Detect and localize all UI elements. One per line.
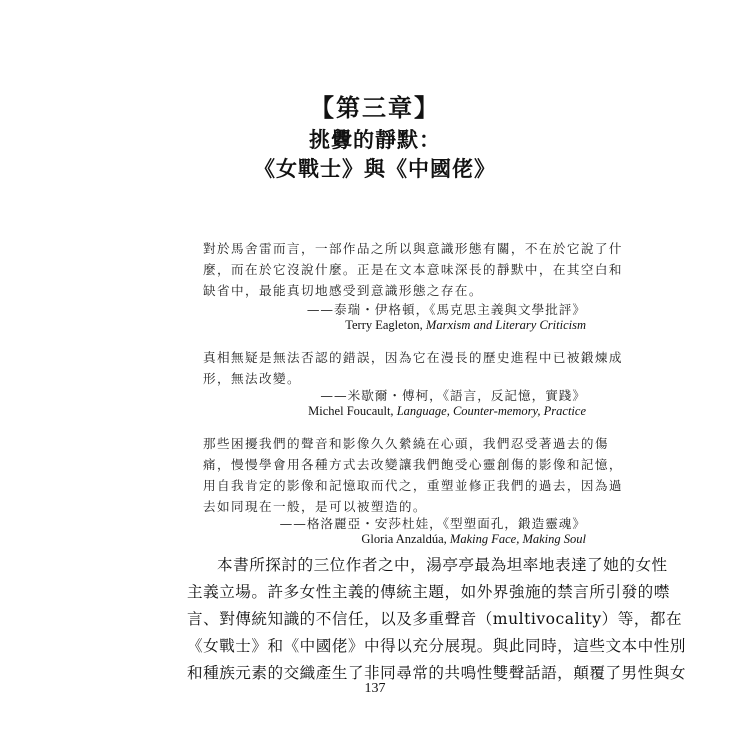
- body-line: 主義立場。許多女性主義的傳統主題，如外界強施的禁言所引發的噤: [187, 583, 670, 601]
- epigraph-2: [203, 347, 623, 389]
- epigraph-line: 去如同現在一般，是可以被塑造的。: [203, 499, 427, 514]
- epigraph-3-source: [166, 532, 586, 547]
- body-line: 本書所探討的三位作者之中，湯亭亭最為坦率地表達了她的女性: [217, 556, 668, 574]
- epigraph-2-attribution: ——米歇爾・傅柯，《語言，反記憶，實踐》: [320, 388, 586, 403]
- source-author: Gloria Anzaldúa,: [361, 532, 450, 546]
- source-author: Michel Foucault,: [308, 404, 397, 418]
- page-number: 137: [364, 681, 386, 696]
- body-line: 言、對傳統知識的不信任，以及多重聲音（multivocality）等，都在: [187, 610, 683, 628]
- epigraph-2-source: [166, 404, 586, 419]
- source-author: Terry Eagleton,: [345, 318, 426, 332]
- epigraph-line: 對於馬舍雷而言，一部作品之所以與意識形態有關，不在於它說了什: [203, 241, 623, 256]
- epigraph-line: 真相無疑是無法否認的錯誤，因為它在漫長的歷史進程中已被鍛煉成: [203, 350, 623, 365]
- chapter-title-line-1: 挑釁的靜默：: [309, 127, 441, 152]
- chapter-title-line-2: 《女戰士》與《中國佬》: [254, 156, 496, 181]
- chapter-label: 【第三章】: [310, 93, 440, 122]
- epigraph-line: 形，無法改變。: [203, 371, 301, 386]
- source-work: Language, Counter-memory, Practice: [396, 404, 586, 418]
- source-work: Marxism and Literary Criticism: [425, 318, 586, 332]
- body-line: 和種族元素的交織產生了非同尋常的共鳴性雙聲話語，顛覆了男性與女: [187, 664, 686, 682]
- body-paragraph: [187, 552, 686, 687]
- source-work: Making Face, Making Soul: [449, 532, 586, 546]
- epigraph-3: [203, 433, 623, 517]
- epigraph-1: [203, 238, 623, 301]
- epigraph-line: 缺省中，最能真切地感受到意識形態之存在。: [203, 283, 483, 298]
- body-line: 《女戰士》和《中國佬》中得以充分展現。與此同時，這些文本中性別: [187, 637, 686, 655]
- epigraph-line: 痛，慢慢學會用各種方式去改變讓我們飽受心靈創傷的影像和記憶，: [203, 457, 623, 472]
- epigraph-1-source: [166, 318, 586, 333]
- epigraph-line: 用自我肯定的影像和記憶取而代之，重塑並修正我們的過去，因為過: [203, 478, 623, 493]
- epigraph-3-attribution: ——格洛麗亞・安莎杜娃，《型塑面孔，鍛造靈魂》: [279, 516, 586, 531]
- epigraph-1-attribution: ——泰瑞・伊格頓，《馬克思主義與文學批評》: [306, 302, 586, 317]
- epigraph-line: 麼，而在於它沒說什麼。正是在文本意味深長的靜默中，在其空白和: [203, 262, 623, 277]
- epigraph-line: 那些困擾我們的聲音和影像久久縈繞在心頭，我們忍受著過去的傷: [203, 436, 609, 451]
